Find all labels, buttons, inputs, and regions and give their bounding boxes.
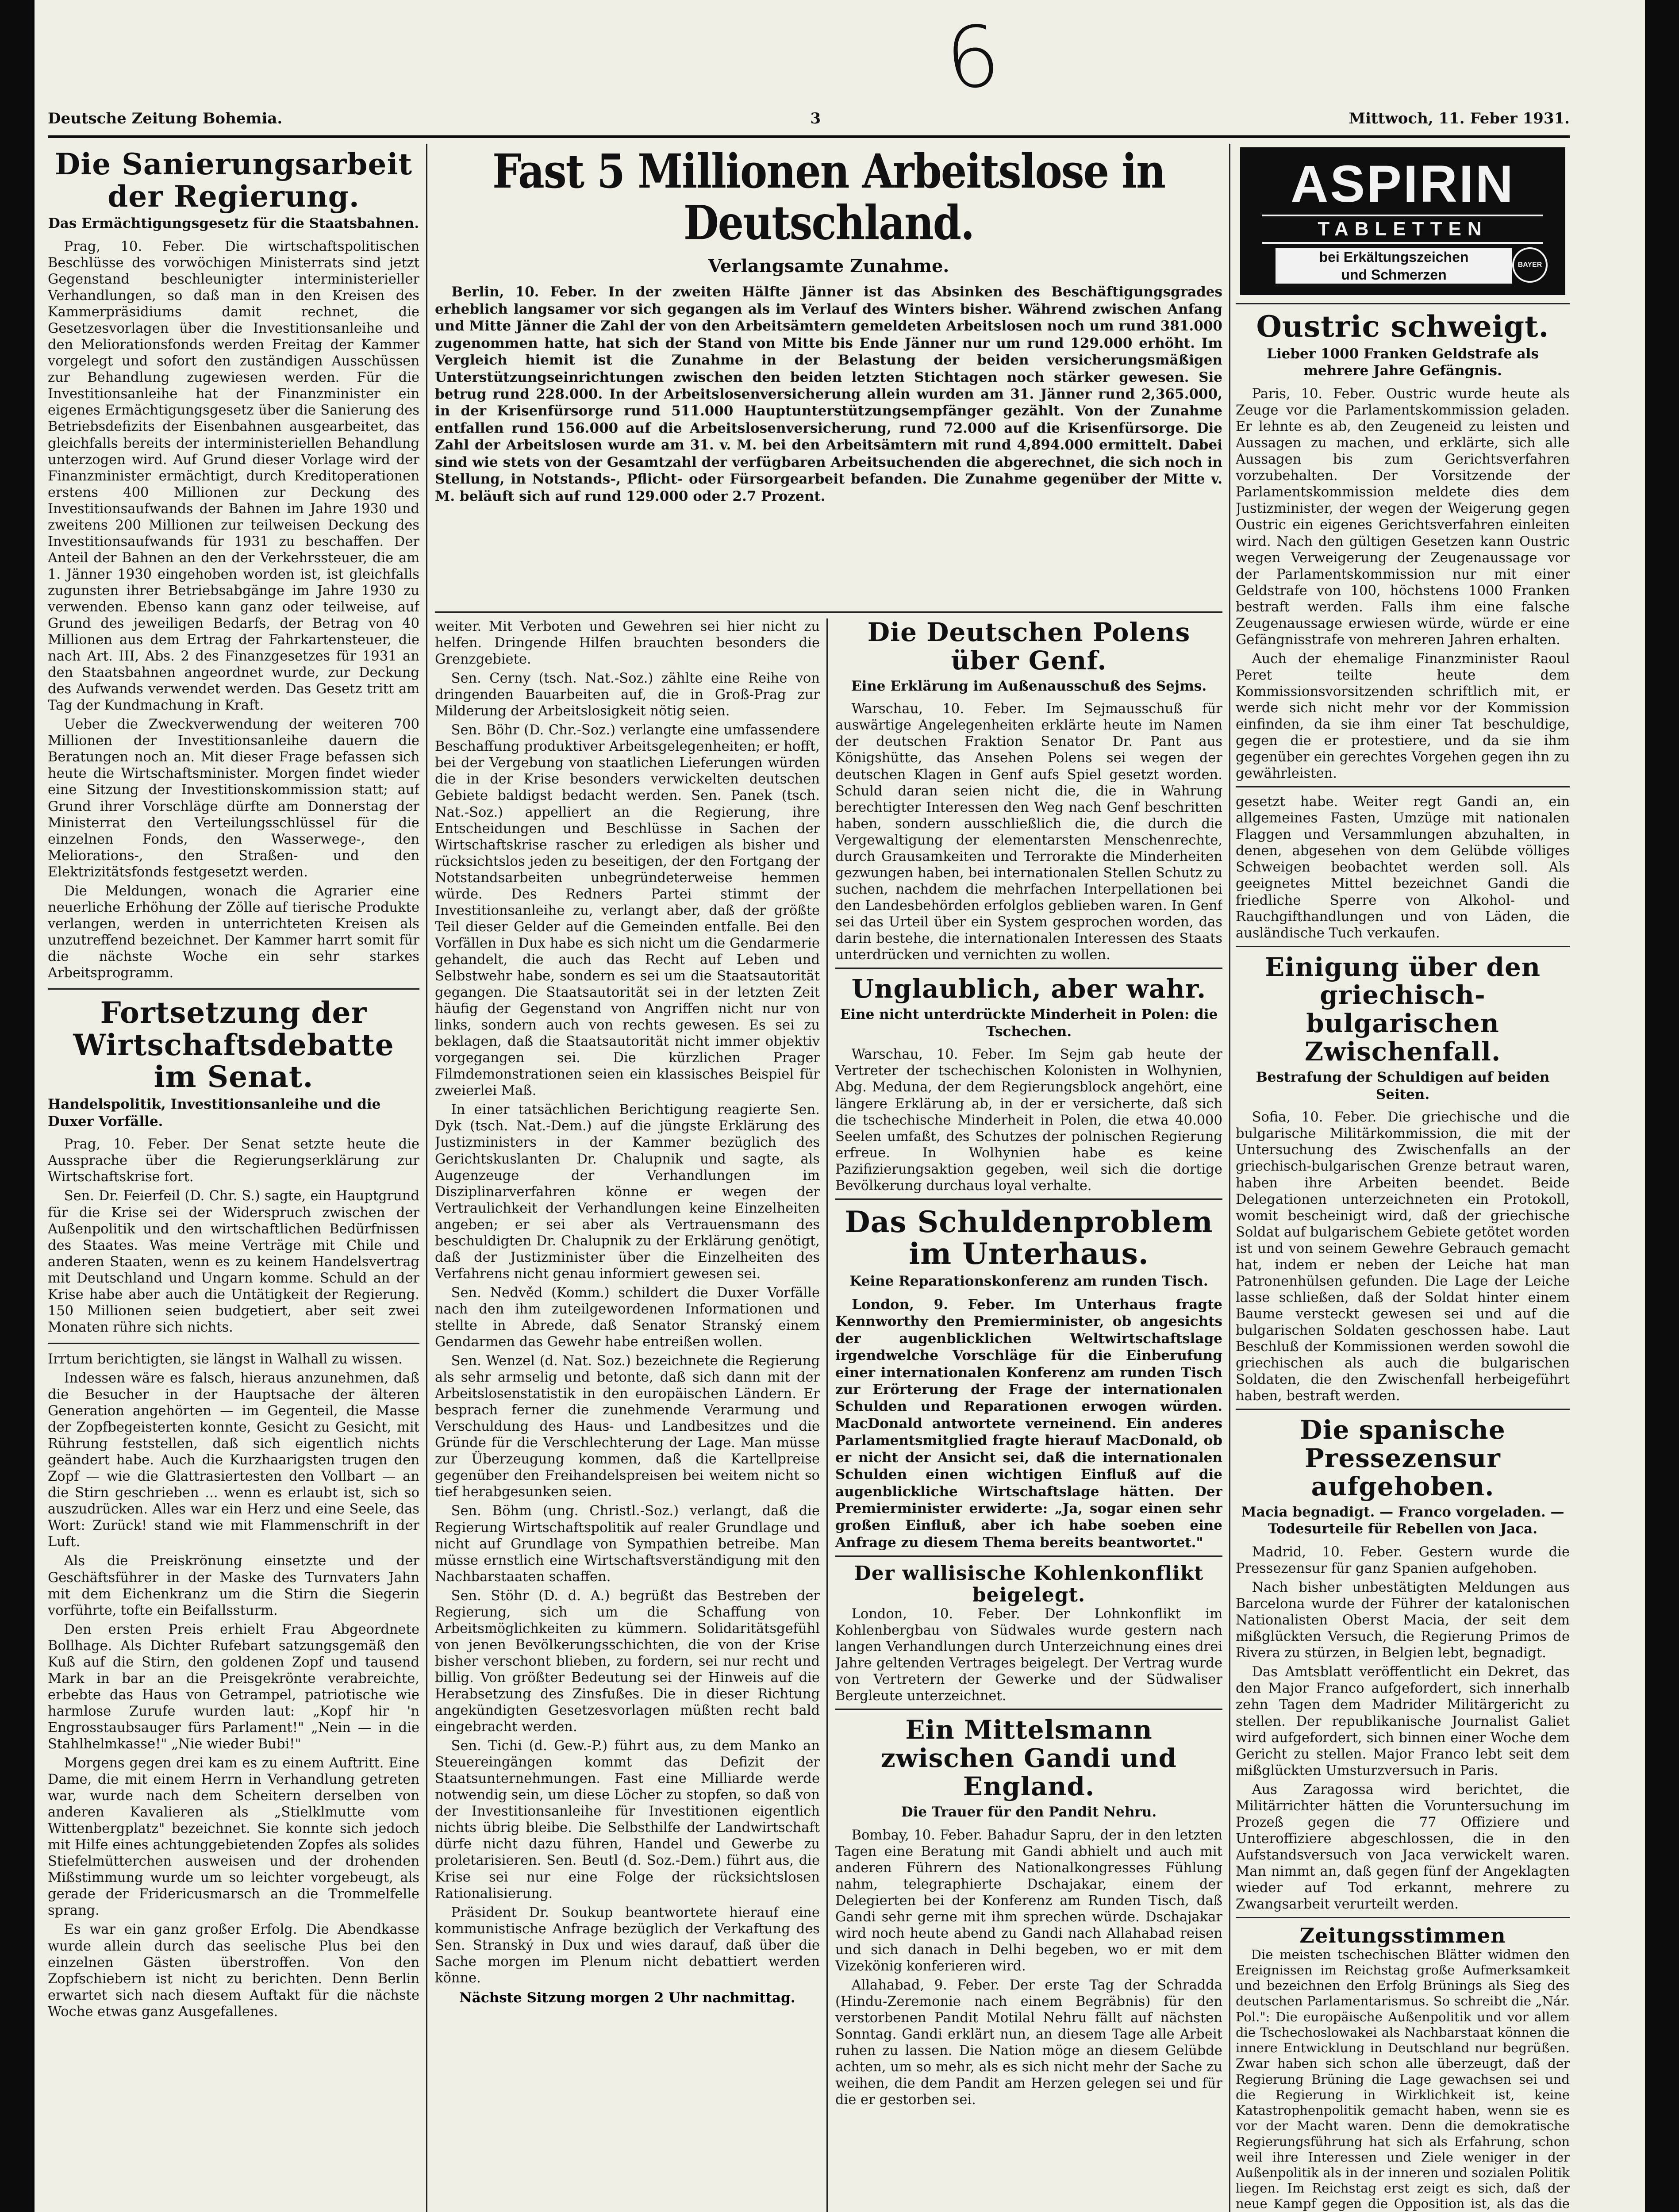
article-divider — [835, 1709, 1222, 1710]
article-paragraph: London, 10. Feber. Der Lohnkonflikt im Kohlenbergbau von Südwales wurde gestern nach langen Verhandlungen durch Unterzeichnung eines drei Jahre geltenden Vertrages beigelegt. Der Vertrag wurde von Vertretern der Gewerke und der Südwaliser Bergleute unterzeichnet. — [835, 1606, 1222, 1704]
article-paragraph: Sen. Böhr (D. Chr.-Soz.) verlangte eine umfassendere Beschaffung produktiver Arbeitsgelegenheiten; er hofft, bei der Vergebung von staatlichen Lieferungen würden die in der Krise besonders verwickelten deutschen Gebiete baldigst bedacht werden. Sen. Panek (tsch. Nat.-Soz.) appelliert an die Regierung, ihre Entscheidungen und Beschlüsse in Sachen der Wirtschaftskrise rascher zu erledigen als bisher und rücksichtslos jeden zu beseitigen, der den Fortgang der Notstandsarbeiten unbegründeterweise hemmen würde. Des Redners Partei stimmt der Investitionsanleihe zu, verlangt aber, daß der größte Teil dieser Gelder auf die Gemeinden entfalle. Bei den Vorfällen in Dux habe es sich nicht um die Gendarmerie gehandelt, die auch das Recht auf Leben und Selbstwehr habe, sondern es sei um die Staatsautorität gegangen. Die Staatsautorität sei in der letzten Zeit häufig der Gegenstand von Angriffen nicht nur von links, sondern auch von rechts gewesen. Es sei zu beklagen, daß die Staatsautorität nicht immer objektiv vorgegangen sei. Die kürzlichen Prager Filmdemonstrationen seien ein klassisches Beispiel für zweierlei Maß. — [435, 722, 820, 1099]
article-divider — [1236, 786, 1570, 787]
article-paragraph: London, 9. Feber. Im Unterhaus fragte Kennworthy den Premierminister, ob angesichts der augenblicklichen Weltwirtschaftslage irgendwelche Vorschläge für die Einberufung einer internationalen Konferenz am runden Tisch zur Erörterung der Frage der internationalen Schulden und Reparationen erwogen würden. MacDonald antwortete verneinend. Ein anderes Parlamentsmitglied fragte hierauf MacDonald, ob er nicht der Ansicht sei, daß die internationalen Schulden einen wichtigen Einfluß auf die augenblickliche Wirtschaftslage hätten. Der Premierminister erwiderte: „Ja, sogar einen sehr großen Einfluß, aber ich habe soeben eine Anfrage zu diesem Thema bereits beantwortet." — [835, 1296, 1222, 1551]
ad-tagline: und Schmerzen — [1276, 266, 1512, 284]
masthead-page-number: 3 — [810, 110, 821, 127]
article-divider — [1236, 946, 1570, 947]
article-title: Oustric schweigt. — [1256, 309, 1549, 344]
article-paragraph: Den ersten Preis erhielt Frau Abgeordnete Bollhage. Als Dichter Rufebart satzungsgemäß den Kuß auf die Stirn, den goldenen Zopf und tausend Mark in bar an die Preisgekrönte verabreichte, erbebte das Haus von Getrampel, patriotische wie harmlose Zurufe wurden laut: „Kopf hir 'n Engrosstaubsauger fürs Parlament!" „Nein — in die Stahlhelmkasse!" „Nie wieder Bubi!" — [48, 1621, 419, 1752]
closing-note: Nächste Sitzung morgen 2 Uhr nachmittag. — [459, 1989, 795, 2006]
article-paragraph: Sen. Stöhr (D. d. A.) begrüßt das Bestreben der Regierung, sich um die Schaffung von Arbeitsmöglichkeiten zu kümmern. Solidaritätsgefühl von jenen Bevölkerungsschichten, die von der Krise bisher verschont blieben, zu fordern, sei nur recht und billig. Von größter Bedeutung sei der Hinweis auf die Herabsetzung des Zinsfußes. Die in dieser Richtung angekündigten Gesetzesvorlagen müßten recht bald eingebracht werden. — [435, 1588, 820, 1735]
article-title: Die Sanierungsarbeit der Regierung. — [54, 147, 413, 214]
article-paragraph: Ueber die Zweckverwendung der weiteren 700 Millionen der Investitionsanleihe dauern die Beratungen noch an. Mit dieser Frage befassen sich heute die Wirtschaftsminister. Morgen findet wieder eine Sitzung der Investitionskommission statt; auf Grund ihrer Vorschläge dürfte am Donnerstag der Ministerrat den Verteilungsschlüssel für die einzelnen Fonds, den Wasserwege-, den Meliorations-, den Straßen- und den Elektrizitätsfonds festgesetzt werden. — [48, 717, 419, 880]
article-paragraph: Sen. Dr. Feierfeil (D. Chr. S.) sagte, ein Hauptgrund für die Krise sei der Widerspruch zwischen der Außenpolitik und den wirtschaftlichen Bedürfnissen des Staates. Was meine Verträge mit Chile und anderen Staaten, wenn es zu keinem Handelsvertrag mit Deutschland und Ungarn komme. Schuld an der Krise habe aber auch die Untätigkeit der Regierung. 150 Millionen seien budgetiert, aber seit zwei Monaten rühre sich nichts. — [48, 1188, 419, 1335]
handwritten-page-number: 6 — [941, 6, 1005, 109]
article-subtitle: Bestrafung der Schuldigen auf beiden Seiten. — [1256, 1069, 1550, 1102]
article-paragraph: Prag, 10. Feber. Die wirtschaftspolitischen Beschlüsse des vorwöchigen Ministerrats sind jetzt Gegenstand beschleunigter interministerieller Verhandlungen, so daß man in den Kreisen des Kammerpräsidiums damit rechnet, die Gesetzesvorlagen über die Investitionsanleihe und den Meliorationsfonds werden Freitag der Kammer vorgelegt und sofort den zuständigen Ausschüssen zur Behandlung zugewiesen werden. Für die Investitionsanleihe hat der Finanzminister ein eigenes Ermächtigungsgesetz über die Sanierung des Betriebsdefizits der Eisenbahnen ausgearbeitet, das gleichfalls bereits der interministeriellen Behandlung unterzogen wird. Auf Grund dieser Vorlage wird der Finanzminister ermächtigt, durch Kreditoperationen erstens 400 Millionen zur Deckung des Investitionsaufwands der Bahnen im Jahre 1930 und zweitens 200 Millionen zur teilweisen Deckung des Investitionsaufwands für 1931 zu beschaffen. Der Anteil der Bahnen an den der Verkehrssteuer, die am 1. Jänner 1930 eingehoben worden ist, ist gleichfalls zugunsten ihrer Betriebsabgänge im Jahre 1930 zu verwenden. Ebenso kann ganz oder teilweise, auf Grund des jeweiligen Bedarfs, der Betrag von 40 Millionen aus dem Ertrag der Fahrkartensteuer, die nach Art. III, Abs. 2 des Finanzgesetzes für 1931 an den Staatsbahnen angeordnet wurde, zur Deckung des Aufwands verwendet werden. Das Gesetz tritt am Tag der Kundmachung in Kraft. — [48, 238, 419, 714]
article-subtitle: Eine nicht unterdrückte Minderheit in Polen: die Tschechen. — [840, 1006, 1218, 1040]
lead-subtitle: Verlangsamte Zunahme. — [708, 256, 949, 277]
masthead — [48, 105, 1570, 132]
article-divider — [1236, 303, 1570, 304]
article-paragraph: Morgens gegen drei kam es zu einem Auftritt. Eine Dame, die mit einem Herrn in Verhandlung getreten war, wurde nach dem Scheitern derselben von anderen Kavalieren als „Stielklmutte vom Wittenbergplatz" bezeichnet. Sie konnte sich jedoch mit Hilfe eines achtunggebietenden Zopfes als solides Stiefelmütterchen ausweisen und der drohenden Mißstimmung wurde um so leichter vorgebeugt, als gerade der Fridericusmarsch an die Trommelfelle sprang. — [48, 1755, 419, 1919]
newspaper-page — [35, 0, 1645, 2212]
article-divider — [48, 1343, 419, 1344]
article-paragraph: Bombay, 10. Feber. Bahadur Sapru, der in den letzten Tagen eine Beratung mit Gandi abhielt und auch mit anderen Führern des Nationalkongresses Fühlung nahm, telegraphierte Dschajakar, einem der Delegierten bei der Konferenz am Runden Tisch, daß Gandi sehr gerne mit ihm sprechen würde. Dschajakar wird noch heute abend zu Gandi nach Allahabad reisen und sich danach in Delhi begeben, wo er mit dem Vizekönig konferieren wird. — [835, 1827, 1222, 1974]
column-divider — [1229, 144, 1230, 2212]
column-1 — [48, 144, 419, 2212]
article-paragraph: Indessen wäre es falsch, hieraus anzunehmen, daß die Besucher in der Hauptsache der älteren Generation angehörten — im Gegenteil, die Masse der Zopfbegeisterten konnte, Gesicht zu Gesicht, mit Rührung feststellen, daß sich eigentlich nichts geändert habe. Auch die Kurzhaarigsten trugen den Zopf — wie die Glattrasiertesten den Vollbart — an die Stirn geschrieben ... wenn es erlaubt ist, sich so auszudrücken. Alles war ein Herz und eine Seele, das Wort: Zurück! stand wie mit Flammenschrift in der Luft. — [48, 1370, 419, 1550]
article-divider — [1236, 1409, 1570, 1410]
ad-subtitle: TABLETTEN — [1262, 215, 1543, 244]
article-paragraph: Madrid, 10. Feber. Gestern wurde die Pressezensur für ganz Spanien aufgehoben. — [1236, 1544, 1570, 1577]
article-paragraph: Sen. Cerny (tsch. Nat.-Soz.) zählte eine Reihe von dringenden Bauarbeiten auf, die in Groß-Prag zur Milderung der Arbeitslosigkeit nötig seien. — [435, 671, 820, 719]
article-paragraph: Die Meldungen, wonach die Agrarier eine neuerliche Erhöhung der Zölle auf tierische Produkte verlangen, werden in unterrichteten Kreisen als unzutreffend bezeichnet. Der Kammer harrt somit für die nächste Woche ein sehr starkes Arbeitsprogramm. — [48, 883, 419, 981]
article-paragraph: weiter. Mit Verboten und Gewehren sei hier nicht zu helfen. Dringende Hilfen brauchten besonders die Grenzgebiete. — [435, 619, 820, 668]
ad-tagline: bei Erkältungszeichen — [1276, 248, 1512, 266]
article-paragraph: Sen. Wenzel (d. Nat. Soz.) bezeichnete die Regierung als sehr armselig und betonte, daß sich dann mit der Arbeitslosenstatistik in den europäischen Ländern. Er besprach ferner die zunehmende Verarmung und Verschuldung des Haus- und Landbesitzes und die Gründe für die Verschlechterung der Lage. Man müsse zur Überzeugung kommen, daß die Kartellpreise gegenüber den Freihandelspreisen bei weitem nicht so tief herabgesunken seien. — [435, 1353, 820, 1500]
article-title: Der wallisische Kohlenkonflikt beigelegt. — [854, 1562, 1204, 1606]
article-subtitle: Keine Reparationskonferenz am runden Tisch. — [849, 1273, 1208, 1289]
article-divider — [835, 1198, 1222, 1200]
article-paragraph: Aus Zaragossa wird berichtet, die Militärrichter hätten die Voruntersuchung im Prozeß gegen die 77 Offiziere und Unteroffiziere abgeschlossen, die in den Aufstandsversuch von Jaca verwickelt waren. Man nimmt an, daß gegen fünf der Angeklagten wieder auf Tod erkannt, mehrere zu Zwangsarbeit verurteilt werden. — [1236, 1782, 1570, 1912]
lead-headline: Fast 5 Millionen Arbeitslose in Deutschland. — [492, 144, 1165, 250]
article-divider — [835, 968, 1222, 969]
article-subtitle: Die Trauer für den Pandit Nehru. — [901, 1804, 1157, 1820]
article-paragraph: Präsident Dr. Soukup beantwortete hierauf eine kommunistische Anfrage bezüglich der Verkaftung des Sen. Stranský in Dux und wies darauf, daß über die Sache morgen im Plenum nicht debattiert werden könne. — [435, 1905, 820, 1986]
article-paragraph: Irrtum berichtigten, sie längst in Walhall zu wissen. — [48, 1351, 403, 1367]
article-paragraph: Paris, 10. Feber. Oustric wurde heute als Zeuge vor die Parlamentskommission geladen. Er lehnte es ab, den Zeugeneid zu leisten und Aussagen zu machen, und erklärte, sich alle Aussagen bis zum Gerichtsverfahren vorzubehalten. Der Vorsitzende der Parlamentskommission meldete dies dem Justizminister, der wegen der Weigerung gegen Oustric ein eigenes Gerichtsverfahren einleiten wird. Nach den gültigen Gesetzen kann Oustric wegen Verweigerung der Zeugenaussage vor der Parlamentskommission nur mit einer Geldstrafe von 100, höchstens 1000 Franken bestraft werden. Falls ihm eine falsche Zeugenaussage erwiesen würde, würde er eine Gefängnisstrafe von mehreren Jahren erhalten. — [1236, 386, 1570, 648]
lead-paragraph: Berlin, 10. Feber. In der zweiten Hälfte Jänner ist das Absinken des Beschäftigungsgrades erheblich langsamer vor sich gegangen als im Verlauf des Winters bisher. Während zwischen Anfang und Mitte Jänner die Zahl der von den Arbeitsämtern gemeldeten Arbeitslosen noch um rund 381.000 zugenommen hatte, hat sich der Stand von Mitte bis Ende Jänner nur um rund 129.000 erhöht. Im Vergleich hiemit ist die Zunahme in der Belastung der beiden versicherungsmäßigen Unterstützungseinrichtungen zwischen den beiden letzten Stichtagen noch stärker gewesen. Sie betrug rund 228.000. In der Arbeitslosenversicherung allein wurden am 31. Jänner rund 2,365.000, in der Krisenfürsorge rund 511.000 Hauptunterstützungsempfänger gezählt. Von der Zunahme entfallen rund 156.000 auf die Arbeitslosenversicherung, rund 72.000 auf die Krisenfürsorge. Die Zahl der Arbeitslosen wurde am 31. v. M. bei den Arbeitsämtern mit rund 4,894.000 ermittelt. Dabei sind wie stets von der Gesamtzahl der verfügbaren Arbeitsuchenden die abgerechnet, die sich noch in Stellung, in Notstands-, Pflicht- oder Fürsorgearbeit befanden. Die Zunahme gegenüber der Mitte v. M. beläuft sich auf rund 129.000 oder 2.7 Prozent. — [435, 284, 1222, 504]
article-title: Die Deutschen Polens über Genf. — [867, 618, 1191, 676]
article-paragraph: Prag, 10. Feber. Der Senat setzte heute die Aussprache über die Regierungserklärung zur Wirtschaftskrise fort. — [48, 1137, 419, 1185]
article-divider — [1236, 1917, 1570, 1918]
column-2a — [435, 618, 820, 2212]
column-divider — [426, 144, 427, 2212]
lead-divider — [435, 611, 1222, 613]
article-subtitle: Eine Erklärung im Außenausschuß des Sejms. — [851, 678, 1207, 694]
masthead-rule — [48, 135, 1570, 138]
article-paragraph: Auch der ehemalige Finanzminister Raoul Peret teilte heute dem Kommissionsvorsitzenden schriftlich mit, er werde sich nicht mehr vor der Kommission einfinden, da sie ihm einer Tat beschuldige, gegen die er protestiere, und da sie ihm gegenüber ein gerechtes Vorgehen gegen ihn zu gewährleisten. — [1236, 651, 1570, 782]
article-paragraph: Sen. Nedvěd (Komm.) schildert die Duxer Vorfälle nach den ihm zuteilgewordenen Informationen und stellte in Abrede, daß Senator Stranský einem Gendarmen das Gewehr habe entreißen wollen. — [435, 1285, 820, 1350]
column-3 — [1236, 144, 1570, 2212]
article-paragraph: Als die Preiskrönung einsetzte und der Geschäftsführer in der Maske des Turnvaters Jahn mit dem Eichenkranz um die Stirn die Siegerin vorführte, tofte ein Beifallssturm. — [48, 1553, 419, 1618]
article-paragraph: Das Amtsblatt veröffentlicht ein Dekret, das den Major Franco aufgefordert, sich innerhalb zehn Tagen dem Madrider Militärgericht zu stellen. Der republikanische Journalist Galiet wird aufgefordert, sich binnen einer Woche dem Gericht zu stellen. Major Franco lebt seit dem mißglückten Umsturzversuch in Paris. — [1236, 1664, 1570, 1778]
column-divider — [826, 618, 828, 2212]
article-paragraph: gesetzt habe. Weiter regt Gandi an, ein allgemeines Fasten, Umzüge mit nationalen Flaggen und Versammlungen abzuhalten, in denen, abgesehen von dem Gelübde völliges Schweigen beobachtet werden soll. Als geeignetes Mittel bezeichnet Gandi die friedliche Sperre von Alkohol- und Rauchgifthandlungen und von Läden, die ausländische Tuch verkaufen. — [1236, 794, 1570, 941]
article-title: Die spanische Pressezensur aufgehoben. — [1300, 1415, 1506, 1502]
article-paragraph: Warschau, 10. Feber. Im Sejmausschuß für auswärtige Angelegenheiten erklärte heute im Namen der deutschen Fraktion Senator Dr. Pant aus Königshütte, das Ansehen Polens sei wegen der deutschen Klagen in Genf aufs Spiel gesetzt worden. Schuld daran seien nicht die, die in Wahrung berechtigter Interessen den Weg nach Genf beschritten haben, sondern ausschließlich die, die durch die Vergewaltigung der elementarsten Menschenrechte, durch Grausamkeiten und Terrorakte die Minderheiten gezwungen haben, bei internationalen Stellen Schutz zu suchen, nachdem die mehrfachen Interpellationen bei den Landesbehörden erfolglos geblieben waren. In Genf sei das Urteil über ein System gesprochen worden, das darin bestehe, die internationalen Interessen des Staats unterdrücken und vernichten zu wollen. — [835, 701, 1222, 963]
article-subtitle: Lieber 1000 Franken Geldstrafe als mehrere Jahre Gefängnis. — [1267, 346, 1539, 379]
article-paragraph: Sofia, 10. Feber. Die griechische und die bulgarische Militärkommission, die mit der Untersuchung des Zwischenfalls an der griechisch-bulgarischen Grenze betraut waren, haben ihre Arbeiten beendet. Beide Delegationen unterzeichneten ein Protokoll, womit bescheinigt wird, daß der griechische Soldat auf bulgarischem Gebiete getötet worden ist und von seinem Gewehre Gebrauch gemacht hat, indem er neben der Leiche hat man Patronenhülsen gefunden. Die Lage der Leiche lasse schließen, daß der Soldat hinter einem Baume versteckt gewesen sei und auf die bulgarischen Soldaten geschossen habe. Laut Beschluß der Kommissionen werden sowohl die griechischen als auch die bulgarischen Soldaten, die den Zwischenfall herbeigeführt haben, bestraft werden. — [1236, 1110, 1570, 1404]
article-paragraph: Warschau, 10. Feber. Im Sejm gab heute der Vertreter der tschechischen Kolonisten in Wolhynien, Abg. Meduna, der dem Regierungsblock angehört, eine längere Erklärung ab, in der er versicherte, daß sich die tschechische Minderheit in Polen, die etwa 40.000 Seelen umfaßt, des Schutzes der polnischen Regierung erfreue. In Wolhynien habe es keine Pazifizierungsaktion gegeben, weil sich die dortige Bevölkerung durchaus loyal verhalte. — [835, 1047, 1222, 1194]
article-divider — [48, 988, 419, 990]
article-paragraph: Allahabad, 9. Feber. Der erste Tag der Schradda (Hindu-Zeremonie nach einem Begräbnis) für den verstorbenen Pandit Motilal Nehru fällt auf nächsten Sonntag. Gandi erklärt nun, an diesem Tage alle Arbeit ruhen zu lassen. Die Nation möge an diesem Gelübde achten, um so mehr, als es sich nicht mehr der Sache zu weihen, die dem Pandit am Herzen gelegen sei und für die er gestorben sei. — [835, 1977, 1222, 2108]
article-title: Fortsetzung der Wirtschaftsdebatte im Senat. — [73, 995, 394, 1094]
article-subtitle: Das Ermächtigungsgesetz für die Staatsbahnen. — [48, 215, 419, 232]
article-title: Unglaublich, aber wahr. — [851, 974, 1206, 1004]
article-paragraph: Es war ein ganz großer Erfolg. Die Abendkasse wurde allein durch das seelische Plus bei den einzelnen Gästen überstroffen. Von den Zopfschiebern ist nicht zu berichten. Denn Berlin erwartet sich nach diesem Auftakt für die nächste Woche etwas ganz Ausgefallenes. — [48, 1922, 419, 2020]
article-subtitle: Macia begnadigt. — Franco vorgeladen. — Todesurteile für Rebellen von Jaca. — [1241, 1504, 1564, 1537]
article-title: Das Schuldenproblem im Unterhaus. — [845, 1204, 1213, 1271]
article-paragraph: Nach bisher unbestätigten Meldungen aus Barcelona wurde der Führer der katalonischen Nationalisten Oberst Macia, der seit dem mißglückten Versuch, die Regierung Primos de Rivera zu stürzen, in Belgien lebt, begnadigt. — [1236, 1580, 1570, 1661]
article-paragraph: Sen. Böhm (ung. Christl.-Soz.) verlangt, daß die Regierung Wirtschaftspolitik auf realer Grundlage und nicht auf Grundlage von Sympathien betreibe. Man müsse ernstlich eine Wirtschaftsverständigung mit den Nachbarstaaten schaffen. — [435, 1503, 820, 1585]
article-subtitle: Handelspolitik, Investitionsanleihe und die Duxer Vorfälle. — [48, 1096, 381, 1129]
masthead-newspaper-name: Deutsche Zeitung Bohemia. — [48, 110, 283, 127]
ad-title: ASPIRIN — [1291, 155, 1515, 213]
bayer-cross-icon: BAYER — [1512, 247, 1548, 283]
article-paragraph: Sen. Tichi (d. Gew.-P.) führt aus, zu dem Manko an Steuereingängen kommt das Defizit der Staatsunternehmungen. Fast eine Milliarde werde notwendig sein, um diese Löcher zu stopfen, so daß von der Investitionsanleihe für Investitionen eigentlich nichts übrig bleibe. Die Selbsthilfe der Landwirtschaft dürfe nicht dazu führen, Handel und Gewerbe zu proletarisieren. Sen. Beutl (d. Soz.-Dem.) führt aus, die Krise sei nur eine Folge der rücksichtslosen Rationalisierung. — [435, 1738, 820, 1901]
article-paragraph: In einer tatsächlichen Berichtigung reagierte Sen. Dyk (tsch. Nat.-Dem.) auf die jüngste Erklärung des Justizministers in der Kammer bezüglich des Gerichtskuslanten Dr. Chalupnik und sagte, als Augenzeuge der Verhandlungen im Disziplinarverfahren könne er wegen der Vertraulichkeit der Verhandlungen keine Einzelheiten angeben; er sei aber als Vertrauensmann des beschuldigten Dr. Chalupnik zu der Erklärung genötigt, daß der Justizminister über die Einzelheiten des Verfahrens nicht genau informiert gewesen sei. — [435, 1102, 820, 1282]
masthead-date: Mittwoch, 11. Feber 1931. — [1349, 110, 1570, 127]
article-paragraph: Die meisten tschechischen Blätter widmen den Ereignissen im Reichstag große Aufmerksamkeit und bezeichnen den Erfolg Brünings als Sieg des deutschen Parlamentarismus. So schreibt die „Nár. Pol.": Die europäische Außenpolitik und vor allem die Tschechoslowakei als Nachbarstaat können die innere Entwicklung in Deutschland nur begrüßen. Zwar haben sich schon alle überzeugt, daß der Regierung Brüning die Lage gewachsen sei und die Regierung in Wirklichkeit ist, keine Katastrophenpolitik gemacht haben, wenn sie es vor der Macht waren. Denn die demokratische Regierungsführung hat sich als Erfahrung, schon weil ihre Interessen und Ziele weniger in der Außenpolitik als in der inneren und sozialen Politik liegen. Im Reichstag erst zeigt es sich, daß der neue Kampf gegen die Opposition ist, als das die — [1236, 1947, 1570, 2212]
article-divider — [835, 1555, 1222, 1557]
aspirin-advertisement — [1240, 147, 1565, 295]
article-title: Ein Mittelsmann zwischen Gandi und England. — [880, 1715, 1177, 1801]
lead-article — [435, 144, 1222, 613]
column-2b — [835, 618, 1222, 2212]
article-title: Einigung über den griechisch-bulgarischen Zwischenfall. — [1264, 952, 1541, 1067]
article-title: Zeitungsstimmen — [1299, 1924, 1506, 1948]
